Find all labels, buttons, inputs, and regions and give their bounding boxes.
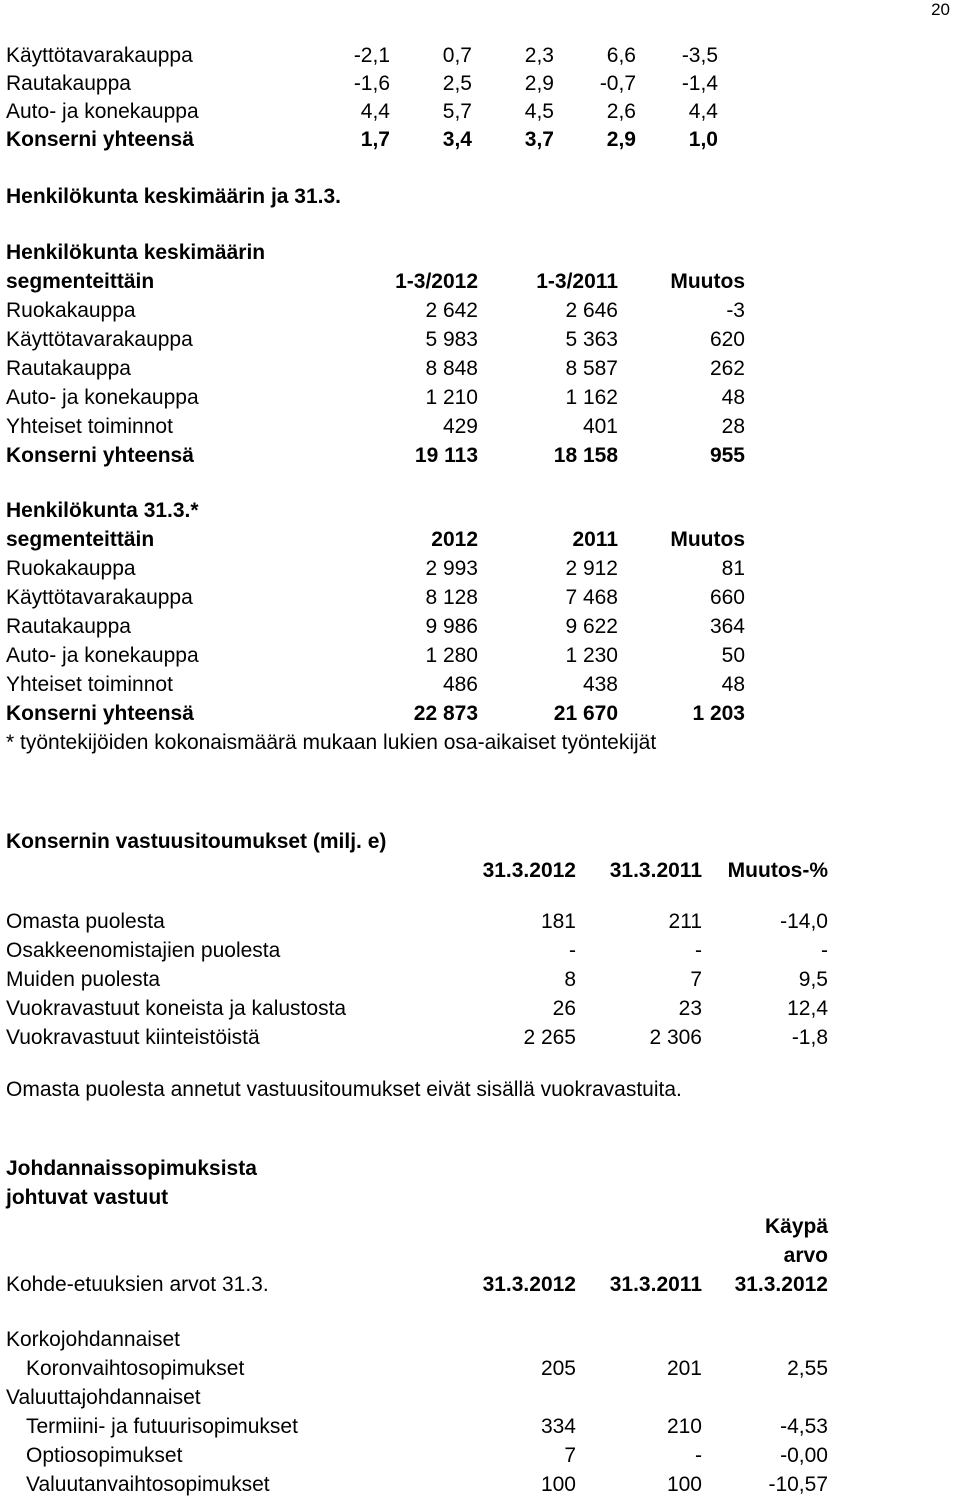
staff-section-title	[6, 182, 341, 211]
cell-value: -	[695, 939, 702, 962]
cell-value: 5 983	[425, 328, 478, 351]
commitments-header-row	[6, 856, 846, 885]
cell-value: 22 873	[413, 702, 478, 725]
row-label: Yhteiset toiminnot	[6, 415, 173, 438]
cell-value: 0,7	[442, 44, 472, 67]
table-row	[6, 612, 766, 641]
row-label: Konserni yhteensä	[6, 128, 194, 151]
row-label: Vuokravastuut koneista ja kalustosta	[6, 997, 347, 1020]
end-staff-heading2: segmenteittäin	[6, 528, 155, 551]
col-header: 2012	[431, 528, 478, 551]
cell-value: 205	[540, 1357, 576, 1380]
cell-value: -	[695, 1444, 702, 1467]
table-row	[6, 1412, 846, 1441]
cell-value: -4,53	[780, 1415, 828, 1438]
table-row	[6, 907, 846, 936]
cell-value: 81	[721, 557, 745, 580]
cell-value: 2 993	[425, 557, 478, 580]
cell-value: -3	[726, 299, 745, 322]
cell-value: 50	[721, 644, 745, 667]
cell-value: 438	[582, 673, 618, 696]
table-row	[6, 70, 726, 98]
commitments-table	[6, 827, 846, 1104]
fair-value-header-1	[6, 1212, 846, 1241]
cell-value: 5 363	[565, 328, 618, 351]
row-label: Yhteiset toiminnot	[6, 673, 173, 696]
table-row	[6, 98, 726, 126]
table-row	[6, 1441, 846, 1470]
table-row	[6, 412, 766, 441]
cell-value: 2,9	[524, 72, 554, 95]
row-label: Ruokakauppa	[6, 299, 136, 322]
avg-staff-header-row	[6, 267, 766, 296]
cell-value: 211	[668, 910, 702, 933]
row-label: Konserni yhteensä	[6, 444, 194, 467]
cell-value: 262	[709, 357, 745, 380]
avg-staff-heading: Henkilökunta keskimäärin	[6, 241, 266, 264]
cell-value: 401	[582, 415, 618, 438]
row-label: Omasta puolesta	[6, 910, 165, 933]
group-heading: Valuuttajohdannaiset	[6, 1386, 201, 1409]
cell-value: -1,6	[353, 72, 390, 95]
cell-value: 364	[709, 615, 745, 638]
row-label: Auto- ja konekauppa	[6, 100, 199, 123]
table-row	[6, 699, 766, 728]
cell-value: -1,8	[791, 1026, 828, 1049]
cell-value: -	[821, 939, 828, 962]
cell-value: 1,7	[360, 128, 390, 151]
staff-title: Henkilökunta keskimäärin ja 31.3.	[6, 185, 341, 208]
cell-value: 9 622	[565, 615, 618, 638]
row-label: Vuokravastuut kiinteistöistä	[6, 1026, 260, 1049]
footnote: * työntekijöiden kokonaismäärä mukaan lukien osa-aikaiset työntekijät	[6, 731, 657, 754]
row-label: Optiosopimukset	[26, 1444, 183, 1467]
cell-value: 2 265	[523, 1026, 576, 1049]
table-row	[6, 994, 846, 1023]
row-label: Muiden puolesta	[6, 968, 161, 991]
cell-value: 28	[721, 415, 745, 438]
table-row	[6, 936, 846, 965]
group-heading: Korkojohdannaiset	[6, 1328, 180, 1351]
cell-value: 181	[540, 910, 576, 933]
cell-value: 1 203	[692, 702, 745, 725]
row-label: Käyttötavarakauppa	[6, 44, 193, 67]
cell-value: 12,4	[787, 997, 828, 1020]
col-header: 2011	[572, 528, 618, 551]
row-label: Auto- ja konekauppa	[6, 644, 199, 667]
table-row	[6, 1023, 846, 1052]
cell-value: 3,7	[524, 128, 554, 151]
avg-staff-heading2: segmenteittäin	[6, 270, 155, 293]
cell-value: 8 128	[425, 586, 478, 609]
col-header: 1-3/2012	[395, 270, 478, 293]
table-row	[6, 670, 766, 699]
derivatives-title-1: Johdannaissopimuksista	[6, 1157, 257, 1180]
cell-value: -	[569, 939, 576, 962]
cell-value: 4,4	[360, 100, 390, 123]
cell-value: 334	[540, 1415, 576, 1438]
cell-value: 48	[721, 673, 745, 696]
row-label: Käyttötavarakauppa	[6, 586, 193, 609]
cell-value: 9,5	[798, 968, 828, 991]
commitments-title: Konsernin vastuusitoumukset (milj. e)	[6, 830, 387, 853]
row-label: Rautakauppa	[6, 72, 131, 95]
cell-value: 201	[666, 1357, 702, 1380]
cell-value: 1 162	[565, 386, 618, 409]
table-row	[6, 1470, 846, 1499]
cell-value: -2,1	[353, 44, 390, 67]
cell-value: 1 230	[565, 644, 618, 667]
cell-value: 2,3	[524, 44, 554, 67]
col-header: 1-3/2011	[536, 270, 618, 293]
cell-value: 9 986	[425, 615, 478, 638]
cell-value: -0,7	[599, 72, 636, 95]
table-row	[6, 441, 766, 470]
cell-value: 8 587	[565, 357, 618, 380]
cell-value: -10,57	[768, 1473, 828, 1496]
cell-value: 1 280	[425, 644, 478, 667]
cell-value: 429	[442, 415, 478, 438]
row-label: Auto- ja konekauppa	[6, 386, 199, 409]
derivatives-title-2: johtuvat vastuut	[6, 1186, 169, 1209]
cell-value: 21 670	[553, 702, 618, 725]
cell-value: 1 210	[425, 386, 478, 409]
table-row	[6, 583, 766, 612]
page-number: 20	[931, 0, 950, 19]
cell-value: 7	[564, 1444, 576, 1467]
cell-value: -14,0	[780, 910, 828, 933]
table-row	[6, 383, 766, 412]
cell-value: 2 642	[425, 299, 478, 322]
derivatives-table	[6, 1154, 846, 1499]
cell-value: 620	[709, 328, 745, 351]
cell-value: 2 306	[649, 1026, 702, 1049]
table-row	[6, 1354, 846, 1383]
col-header: 31.3.2012	[482, 1273, 576, 1296]
col-header: 31.3.2011	[609, 859, 702, 882]
avg-staff-table	[6, 238, 766, 470]
row-label: Koronvaihtosopimukset	[26, 1357, 245, 1380]
cell-value: -1,4	[681, 72, 718, 95]
cell-value: 8 848	[425, 357, 478, 380]
row-label: Osakkeenomistajien puolesta	[6, 939, 281, 962]
cell-value: -3,5	[681, 44, 718, 67]
fair-value-header-2	[6, 1241, 846, 1270]
row-label: Konserni yhteensä	[6, 702, 194, 725]
cell-value: 486	[442, 673, 478, 696]
cell-value: 2 646	[565, 299, 618, 322]
table-row	[6, 126, 726, 154]
cell-value: 19 113	[414, 444, 478, 467]
cell-value: -0,00	[780, 1444, 828, 1467]
row-label: Rautakauppa	[6, 357, 131, 380]
end-staff-table	[6, 496, 766, 757]
col-header: Muutos	[670, 528, 745, 551]
table-row	[6, 296, 766, 325]
table-row	[6, 354, 766, 383]
cell-value: 7	[690, 968, 702, 991]
cell-value: 5,7	[442, 100, 472, 123]
cell-value: 100	[540, 1473, 576, 1496]
derivatives-row-label: Kohde-etuuksien arvot 31.3.	[6, 1273, 269, 1296]
commitments-note: Omasta puolesta annetut vastuusitoumukset eivät sisällä vuokravastuita.	[6, 1078, 682, 1101]
cell-value: 660	[709, 586, 745, 609]
cell-value: 955	[709, 444, 745, 467]
table-row	[6, 42, 726, 70]
end-staff-heading: Henkilökunta 31.3.*	[6, 499, 199, 522]
cell-value: 3,4	[442, 128, 472, 151]
cell-value: 18 158	[553, 444, 618, 467]
row-label: Termiini- ja futuurisopimukset	[26, 1415, 298, 1438]
cell-value: 2 912	[565, 557, 618, 580]
cell-value: 7 468	[565, 586, 618, 609]
cell-value: 23	[678, 997, 702, 1020]
cell-value: 26	[552, 997, 576, 1020]
col-header: 31.3.2011	[609, 1273, 702, 1296]
row-label: Käyttötavarakauppa	[6, 328, 193, 351]
cell-value: 4,4	[688, 100, 718, 123]
cell-value: 2,55	[787, 1357, 828, 1380]
col-header: 31.3.2012	[734, 1273, 828, 1296]
col-header: Muutos	[670, 270, 745, 293]
fair-value-label: Käypä	[764, 1215, 828, 1238]
row-label: Valuutanvaihtosopimukset	[26, 1473, 270, 1496]
derivatives-header-row	[6, 1270, 846, 1299]
table-row	[6, 325, 766, 354]
table-row	[6, 641, 766, 670]
growth-table	[6, 42, 726, 154]
cell-value: 6,6	[606, 44, 636, 67]
row-label: Rautakauppa	[6, 615, 131, 638]
fair-value-label: arvo	[783, 1244, 828, 1267]
cell-value: 100	[666, 1473, 702, 1496]
cell-value: 2,9	[606, 128, 636, 151]
cell-value: 4,5	[524, 100, 554, 123]
table-row	[6, 554, 766, 583]
cell-value: 48	[721, 386, 745, 409]
col-header: Muutos-%	[727, 859, 828, 882]
cell-value: 8	[564, 968, 576, 991]
table-row	[6, 965, 846, 994]
cell-value: 2,6	[606, 100, 636, 123]
cell-value: 210	[666, 1415, 702, 1438]
end-staff-header-row	[6, 525, 766, 554]
cell-value: 2,5	[442, 72, 472, 95]
row-label: Ruokakauppa	[6, 557, 136, 580]
cell-value: 1,0	[688, 128, 718, 151]
col-header: 31.3.2012	[482, 859, 576, 882]
